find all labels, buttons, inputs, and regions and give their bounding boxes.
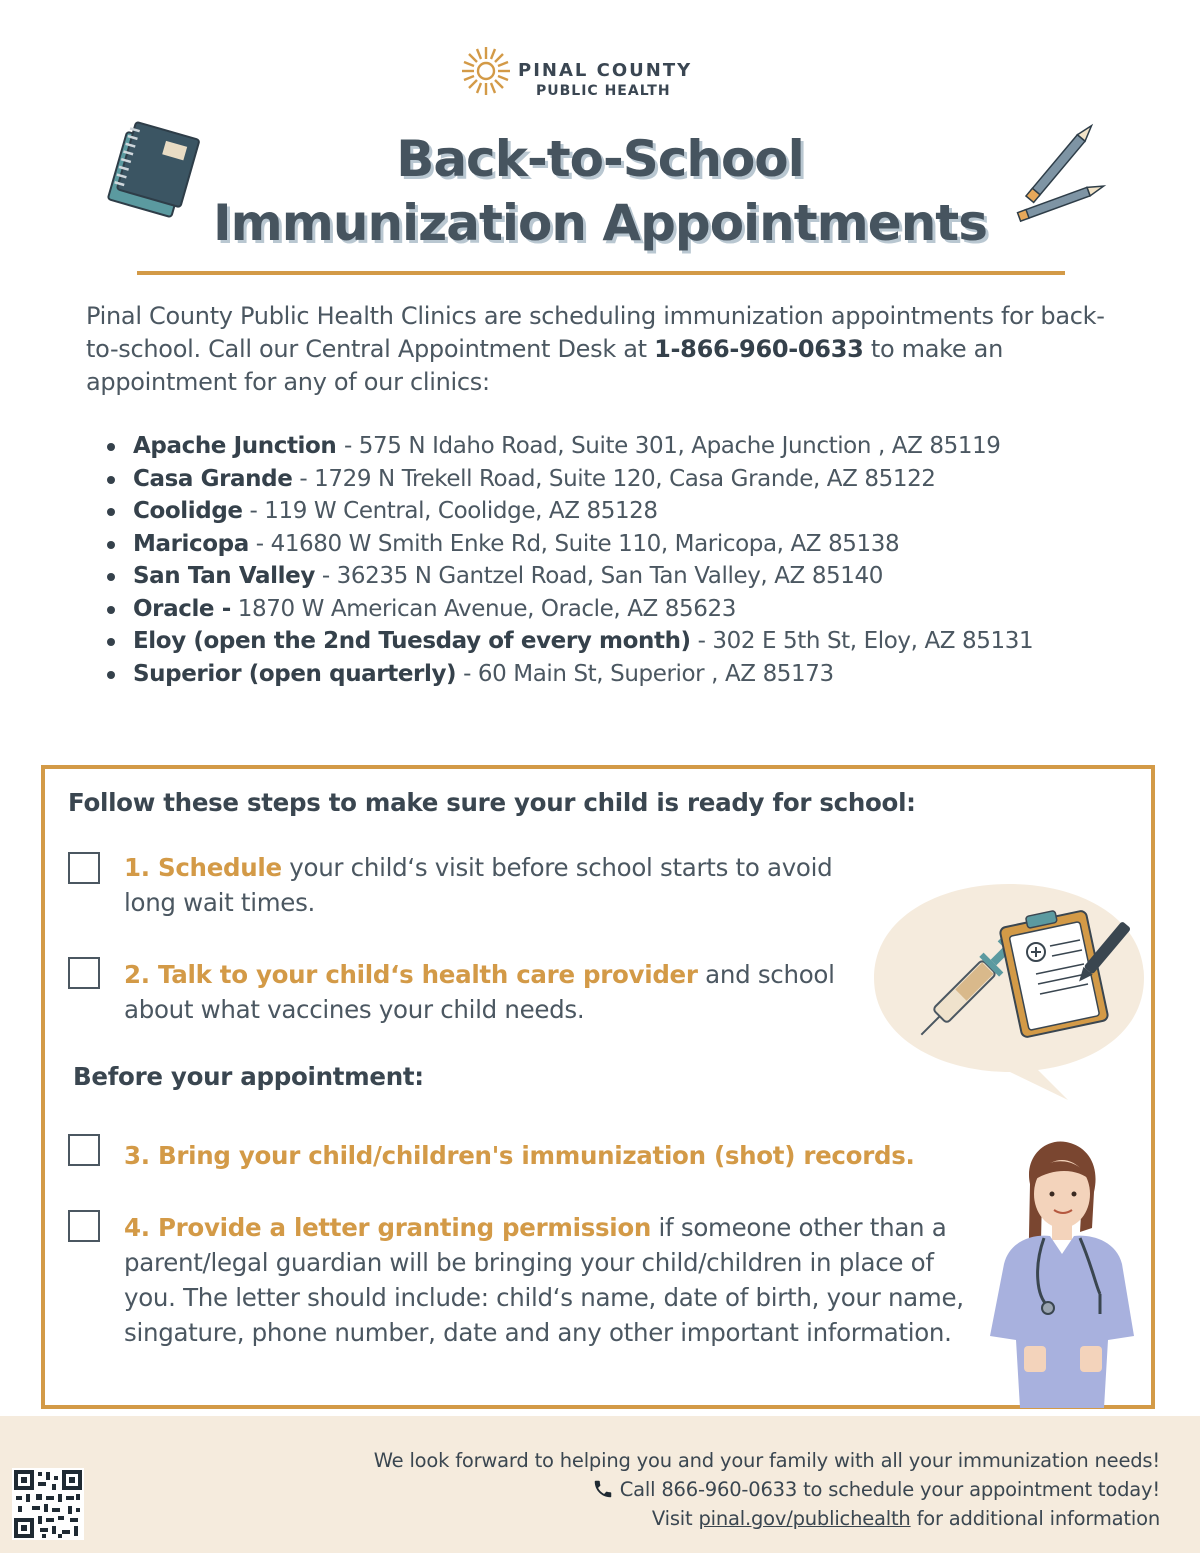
sun-emblem-icon	[460, 45, 512, 97]
step-3-highlight: 3. Bring your child/children's immunization (shot) records.	[124, 1141, 915, 1170]
step-4-checkbox[interactable]	[68, 1210, 100, 1242]
before-appointment-heading: Before your appointment:	[73, 1062, 424, 1091]
clinic-name: Superior (open quarterly)	[133, 660, 457, 687]
step-1-checkbox[interactable]	[68, 852, 100, 884]
clinic-name: Eloy (open the 2nd Tuesday of every month)	[133, 628, 691, 654]
website-link[interactable]: pinal.gov/publichealth	[698, 1507, 911, 1530]
step-1-text: your child‘s visit before school starts to avoid long wait times.	[124, 853, 833, 917]
footer-line-3	[652, 1507, 1160, 1530]
footer-line-1: We look forward to helping you and your family with all your immunization needs!	[373, 1449, 1160, 1472]
clinic-address: - 36235 N Gantzel Road, San Tan Valley, AZ 85140	[314, 563, 883, 589]
footer-visit-prefix: Visit	[651, 1507, 699, 1530]
clinic-list	[104, 430, 1184, 690]
footer-visit-suffix: for additional information	[910, 1507, 1160, 1530]
step-2-checkbox[interactable]	[68, 957, 100, 989]
clinic-item	[104, 463, 1184, 496]
step-2-text: and school about what vaccines your child needs.	[124, 960, 835, 1024]
clinic-item	[104, 528, 1184, 561]
clinic-address: - 1729 N Trekell Road, Suite 120, Casa Grande, AZ 85122	[292, 465, 936, 492]
clinic-address: - 575 N Idaho Road, Suite 301, Apache Junction , AZ 85119	[344, 433, 1001, 459]
clinic-item	[104, 560, 1184, 593]
clinic-item	[104, 593, 1184, 626]
step-1-highlight: 1. Schedule	[124, 853, 282, 882]
clinic-item	[104, 658, 1184, 691]
intro-text-end: to make an appointment for any of our clinics:	[86, 335, 1003, 396]
clinic-name: San Tan Valley	[133, 563, 315, 589]
intro-text: Pinal County Public Health Clinics are scheduling immunization appointments for back-to-school. Call our Central Appointment Desk at	[86, 302, 1105, 363]
clinic-address: - 119 W Central, Coolidge, AZ 85128	[242, 498, 658, 524]
appointment-phone: 1-866-960-0633	[654, 335, 864, 363]
step-3-checkbox[interactable]	[68, 1134, 100, 1166]
step-4	[124, 1210, 969, 1350]
footer-line-2	[592, 1478, 1160, 1501]
phone-icon	[592, 1478, 614, 1500]
step-1	[124, 850, 844, 920]
steps-heading: Follow these steps to make sure your child is ready for school:	[68, 788, 916, 817]
county-logo	[460, 45, 720, 105]
clinic-name: Coolidge	[133, 498, 243, 524]
page-title-line1: Back-to-School	[396, 130, 804, 188]
clinic-item	[104, 625, 1184, 658]
clinic-name: Maricopa	[133, 530, 249, 557]
vaccine-clipboard-illustration	[868, 878, 1150, 1106]
step-2	[124, 957, 869, 1027]
intro-paragraph	[86, 300, 1106, 399]
org-name-line1: PINAL COUNTY	[518, 60, 693, 81]
clinic-address: 1870 W American Avenue, Oracle, AZ 85623	[230, 595, 736, 622]
org-name-line2: PUBLIC HEALTH	[536, 83, 671, 99]
footer-call-text: Call 866-960-0633 to schedule your appointment today!	[619, 1478, 1160, 1501]
clinic-item	[104, 430, 1184, 463]
qr-code[interactable]	[12, 1468, 84, 1540]
step-2-highlight: 2. Talk to your child‘s health care provider	[124, 960, 698, 989]
step-3	[124, 1138, 954, 1173]
clinic-name: Casa Grande	[133, 465, 293, 492]
nurse-illustration	[984, 1136, 1140, 1408]
clinic-item	[104, 495, 1184, 528]
clinic-name: Oracle -	[133, 595, 231, 622]
clinic-address: - 302 E 5th St, Eloy, AZ 85131	[690, 628, 1034, 654]
clinic-address: - 60 Main St, Superior , AZ 85173	[456, 660, 834, 687]
step-4-text: if someone other than a parent/legal guardian will be bringing your child/children in place of you. The letter should include: child‘s name, date of birth, your name, singature, phone number, date and any other important information.	[124, 1213, 964, 1347]
clinic-address: - 41680 W Smith Enke Rd, Suite 110, Maricopa, AZ 85138	[248, 530, 900, 557]
step-4-highlight: 4. Provide a letter granting permission	[124, 1213, 652, 1242]
title-divider	[137, 271, 1065, 275]
page-title-line2: Immunization Appointments	[213, 194, 987, 252]
clinic-name: Apache Junction	[133, 433, 344, 459]
